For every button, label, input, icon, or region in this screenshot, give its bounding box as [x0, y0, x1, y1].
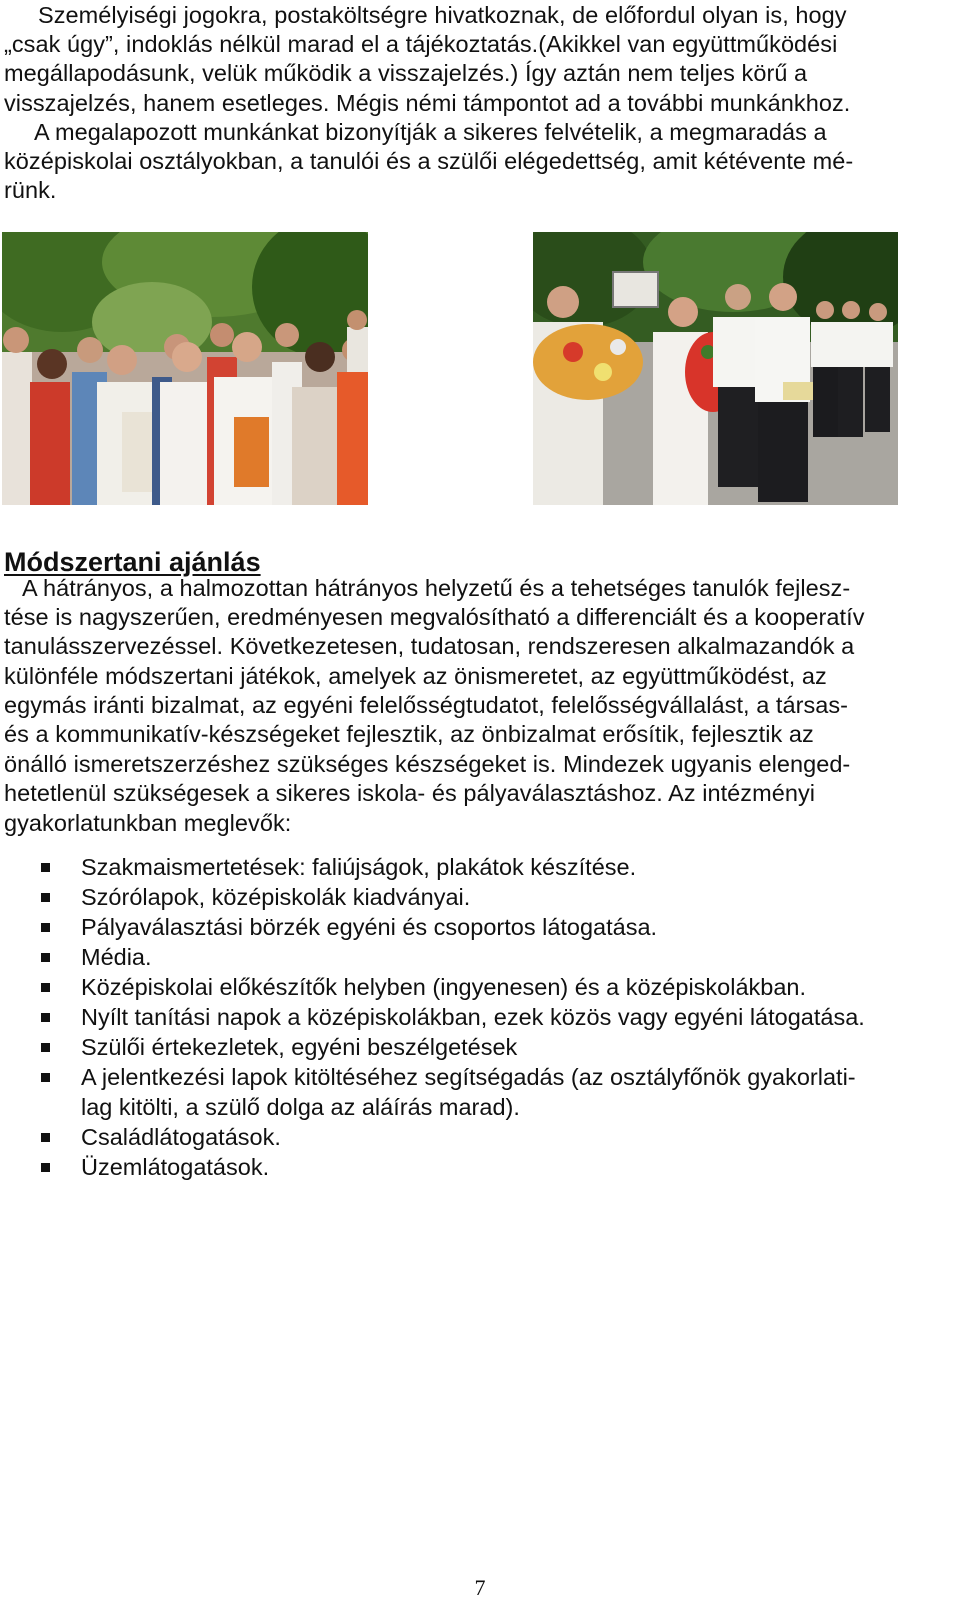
intro-line: A megalapozott munkánkat bizonyítják a sikeres felvételik, a megmaradás a [34, 119, 827, 145]
square-bullet-icon [41, 1133, 50, 1142]
intro-line: rünk. [4, 177, 57, 203]
square-bullet-icon [41, 1013, 50, 1022]
list-item [0, 1152, 865, 1182]
list-item-text: Szakmaismertetések: faliújságok, plakátok készítése. [81, 854, 637, 880]
paragraph-line: A hátrányos, a halmozottan hátrányos helyzetű és a tehetséges tanulók fejlesz- [22, 575, 851, 601]
intro-line: középiskolai osztályokban, a tanulói és a szülői elégedettség, amit kétévente mé- [4, 148, 854, 174]
square-bullet-icon [41, 863, 50, 872]
intro-line: visszajelzés, hanem esetleges. Mégis némi támpontot ad a további munkánkhoz. [4, 90, 851, 116]
list-item [0, 852, 865, 882]
intro-line: Személyiségi jogokra, postaköltségre hivatkoznak, de előfordul olyan is, hogy [38, 2, 847, 28]
paragraph-line: tése is nagyszerűen, eredményesen megvalósítható a differenciált és a kooperatív [4, 604, 865, 630]
square-bullet-icon [41, 1043, 50, 1052]
intro-line: megállapodásunk, velük működik a visszajelzés.) Így aztán nem teljes körű a [4, 60, 808, 86]
paragraph-line: gyakorlatunkban meglevők: [4, 810, 292, 836]
paragraph-line: tanulásszervezéssel. Következetesen, tudatosan, rendszeresen alkalmazandók a [4, 633, 855, 659]
square-bullet-icon [41, 1073, 50, 1082]
square-bullet-icon [41, 953, 50, 962]
paragraph-line: hetetlenül szükségesek a sikeres iskola- és pályaválasztáshoz. Az intézményi [4, 780, 816, 806]
list-item [0, 882, 865, 912]
list-item [0, 972, 865, 1002]
paragraph-line: önálló ismeretszerzéshez szükséges készségeket is. Mindezek ugyanis elenged- [4, 751, 851, 777]
square-bullet-icon [41, 983, 50, 992]
square-bullet-icon [41, 923, 50, 932]
square-bullet-icon [41, 893, 50, 902]
practice-list [0, 852, 865, 1182]
list-item-text: Pályaválasztási börzék egyéni és csoportos látogatása. [81, 914, 658, 940]
list-item-text: Nyílt tanítási napok a középiskolákban, ezek közös vagy egyéni látogatása. [81, 1004, 865, 1030]
page-number: 7 [474, 1575, 486, 1600]
list-item [0, 942, 865, 972]
list-item [0, 1062, 865, 1122]
paragraph-line: és a kommunikatív-készségeket fejlesztik, az önbizalmat erősítik, fejlesztik az [4, 721, 814, 747]
list-item [0, 1122, 865, 1152]
list-item-text: Üzemlátogatások. [81, 1154, 270, 1180]
list-item-text: Média. [81, 944, 152, 970]
list-item-text-continuation: lag kitölti, a szülő dolga az aláírás marad). [81, 1094, 520, 1120]
paragraph-line: különféle módszertani játékok, amelyek az önismeretet, az együttműködést, az [4, 663, 827, 689]
graduation-procession-photo [533, 232, 898, 505]
paragraph-line: egymás iránti bizalmat, az egyéni felelősségtudatot, felelősségvállalást, a társas- [4, 692, 849, 718]
intro-line: „csak úgy”, indoklás nélkül marad el a tájékoztatás.(Akikkel van együttműködési [4, 31, 838, 57]
list-item-text: Középiskolai előkészítők helyben (ingyenesen) és a középiskolákban. [81, 974, 807, 1000]
square-bullet-icon [41, 1163, 50, 1172]
list-item-text: A jelentkezési lapok kitöltéséhez segítségadás (az osztályfőnök gyakorlati- [81, 1064, 856, 1090]
group-photo-students [2, 232, 368, 505]
list-item-text: Szülői értekezletek, egyéni beszélgetések [81, 1034, 518, 1060]
list-item [0, 1032, 865, 1062]
list-item-text: Családlátogatások. [81, 1124, 281, 1150]
list-item [0, 1002, 865, 1032]
section-heading: Módszertani ajánlás [4, 547, 261, 577]
list-item-text: Szórólapok, középiskolák kiadványai. [81, 884, 471, 910]
list-item [0, 912, 865, 942]
